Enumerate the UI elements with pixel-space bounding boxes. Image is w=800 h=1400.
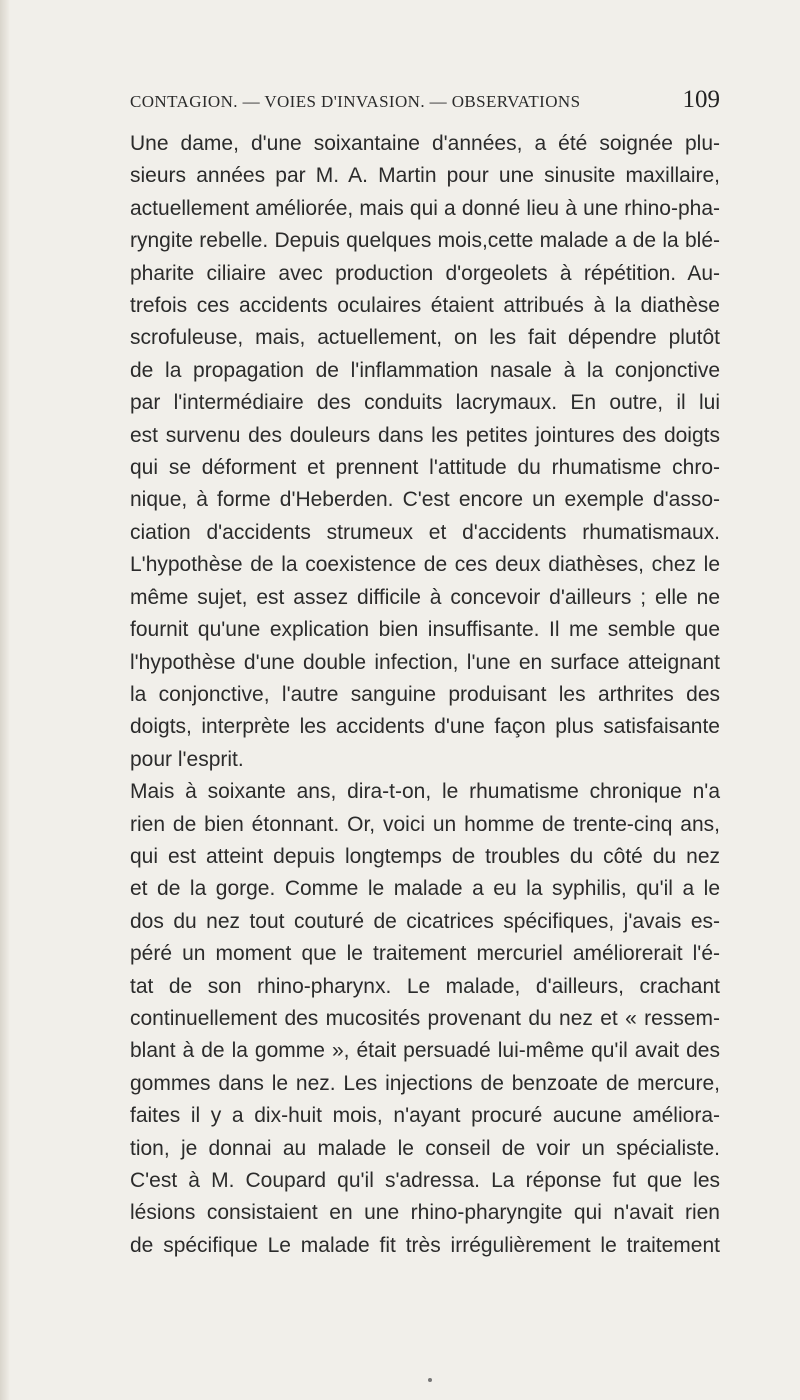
- running-head: [130, 86, 720, 122]
- page-number: 109: [682, 86, 720, 113]
- text-line: scrofuleuse, mais, actuellement, on les fait dépendre plutôt: [130, 326, 720, 350]
- text-line: l'hypothèse d'une double infection, l'une en surface atteignant: [130, 650, 720, 674]
- text-line: Mais à soixante ans, dira-t-on, le rhumatisme chronique n'a: [130, 780, 720, 804]
- text-line: qui est atteint depuis longtemps de troubles du côté du nez: [130, 844, 720, 868]
- text-line: sieurs années par M. A. Martin pour une sinusite maxillaire,: [130, 164, 720, 188]
- body-text: [130, 128, 720, 1262]
- text-line: trefois ces accidents oculaires étaient attribués à la diathèse: [130, 294, 720, 318]
- text-line: même sujet, est assez difficile à concevoir d'ailleurs ; elle ne: [130, 585, 720, 609]
- text-line: doigts, interprète les accidents d'une façon plus satisfaisante: [130, 715, 720, 739]
- text-line: de spécifique Le malade fit très irrégulièrement le traitement: [130, 1233, 720, 1257]
- text-line: de la propagation de l'inflammation nasale à la conjonctive: [130, 358, 720, 382]
- text-line: tion, je donnai au malade le conseil de voir un spécialiste.: [130, 1136, 720, 1160]
- ink-speck: [428, 1378, 432, 1382]
- text-line: et de la gorge. Comme le malade a eu la syphilis, qu'il a le: [130, 877, 720, 901]
- text-line: pharite ciliaire avec production d'orgeolets à répétition. Au-: [130, 261, 720, 285]
- paragraph-1: [130, 128, 720, 776]
- text-line: est survenu des douleurs dans les petites jointures des doigts: [130, 423, 720, 447]
- text-line: C'est à M. Coupard qu'il s'adressa. La réponse fut que les: [130, 1169, 720, 1192]
- text-line: nique, à forme d'Heberden. C'est encore un exemple d'asso-: [130, 488, 720, 512]
- text-line: blant à de la gomme », était persuadé lui-même qu'il avait des: [130, 1039, 720, 1063]
- text-line: ryngite rebelle. Depuis quelques mois,cette malade a de la blé-: [130, 229, 720, 253]
- text-line: pour l'esprit.: [130, 747, 244, 771]
- text-line: qui se déforment et prennent l'attitude du rhumatisme chro-: [130, 456, 720, 480]
- text-line: tat de son rhino-pharynx. Le malade, d'ailleurs, crachant: [130, 974, 720, 998]
- text-line: dos du nez tout couturé de cicatrices spécifiques, j'avais es-: [130, 909, 720, 933]
- running-head-title: CONTAGION. — VOIES D'INVASION. — OBSERVATIONS: [130, 92, 581, 111]
- text-line: ciation d'accidents strumeux et d'accidents rhumatismaux.: [130, 520, 720, 544]
- text-line: continuellement des mucosités provenant du nez et « ressem-: [130, 1006, 720, 1030]
- text-line: gommes dans le nez. Les injections de benzoate de mercure,: [130, 1071, 720, 1095]
- text-line: fournit qu'une explication bien insuffisante. Il me semble que: [130, 618, 720, 642]
- text-line: la conjonctive, l'autre sanguine produisant les arthrites des: [130, 682, 720, 706]
- text-line: actuellement améliorée, mais qui a donné lieu à une rhino-pha-: [130, 196, 720, 220]
- text-line: Une dame, d'une soixantaine d'années, a été soignée plu-: [130, 132, 720, 155]
- text-line: par l'intermédiaire des conduits lacrymaux. En outre, il lui: [130, 391, 720, 415]
- paragraph-2: [130, 776, 720, 1262]
- text-line: L'hypothèse de la coexistence de ces deux diathèses, chez le: [130, 553, 720, 577]
- page-binding-edge: [0, 0, 10, 1400]
- text-line: péré un moment que le traitement mercuriel améliorerait l'é-: [130, 942, 720, 966]
- text-line: lésions consistaient en une rhino-pharyngite qui n'avait rien: [130, 1201, 720, 1225]
- text-line: faites il y a dix-huit mois, n'ayant procuré aucune améliora-: [130, 1104, 720, 1128]
- text-line: rien de bien étonnant. Or, voici un homme de trente-cinq ans,: [130, 812, 720, 836]
